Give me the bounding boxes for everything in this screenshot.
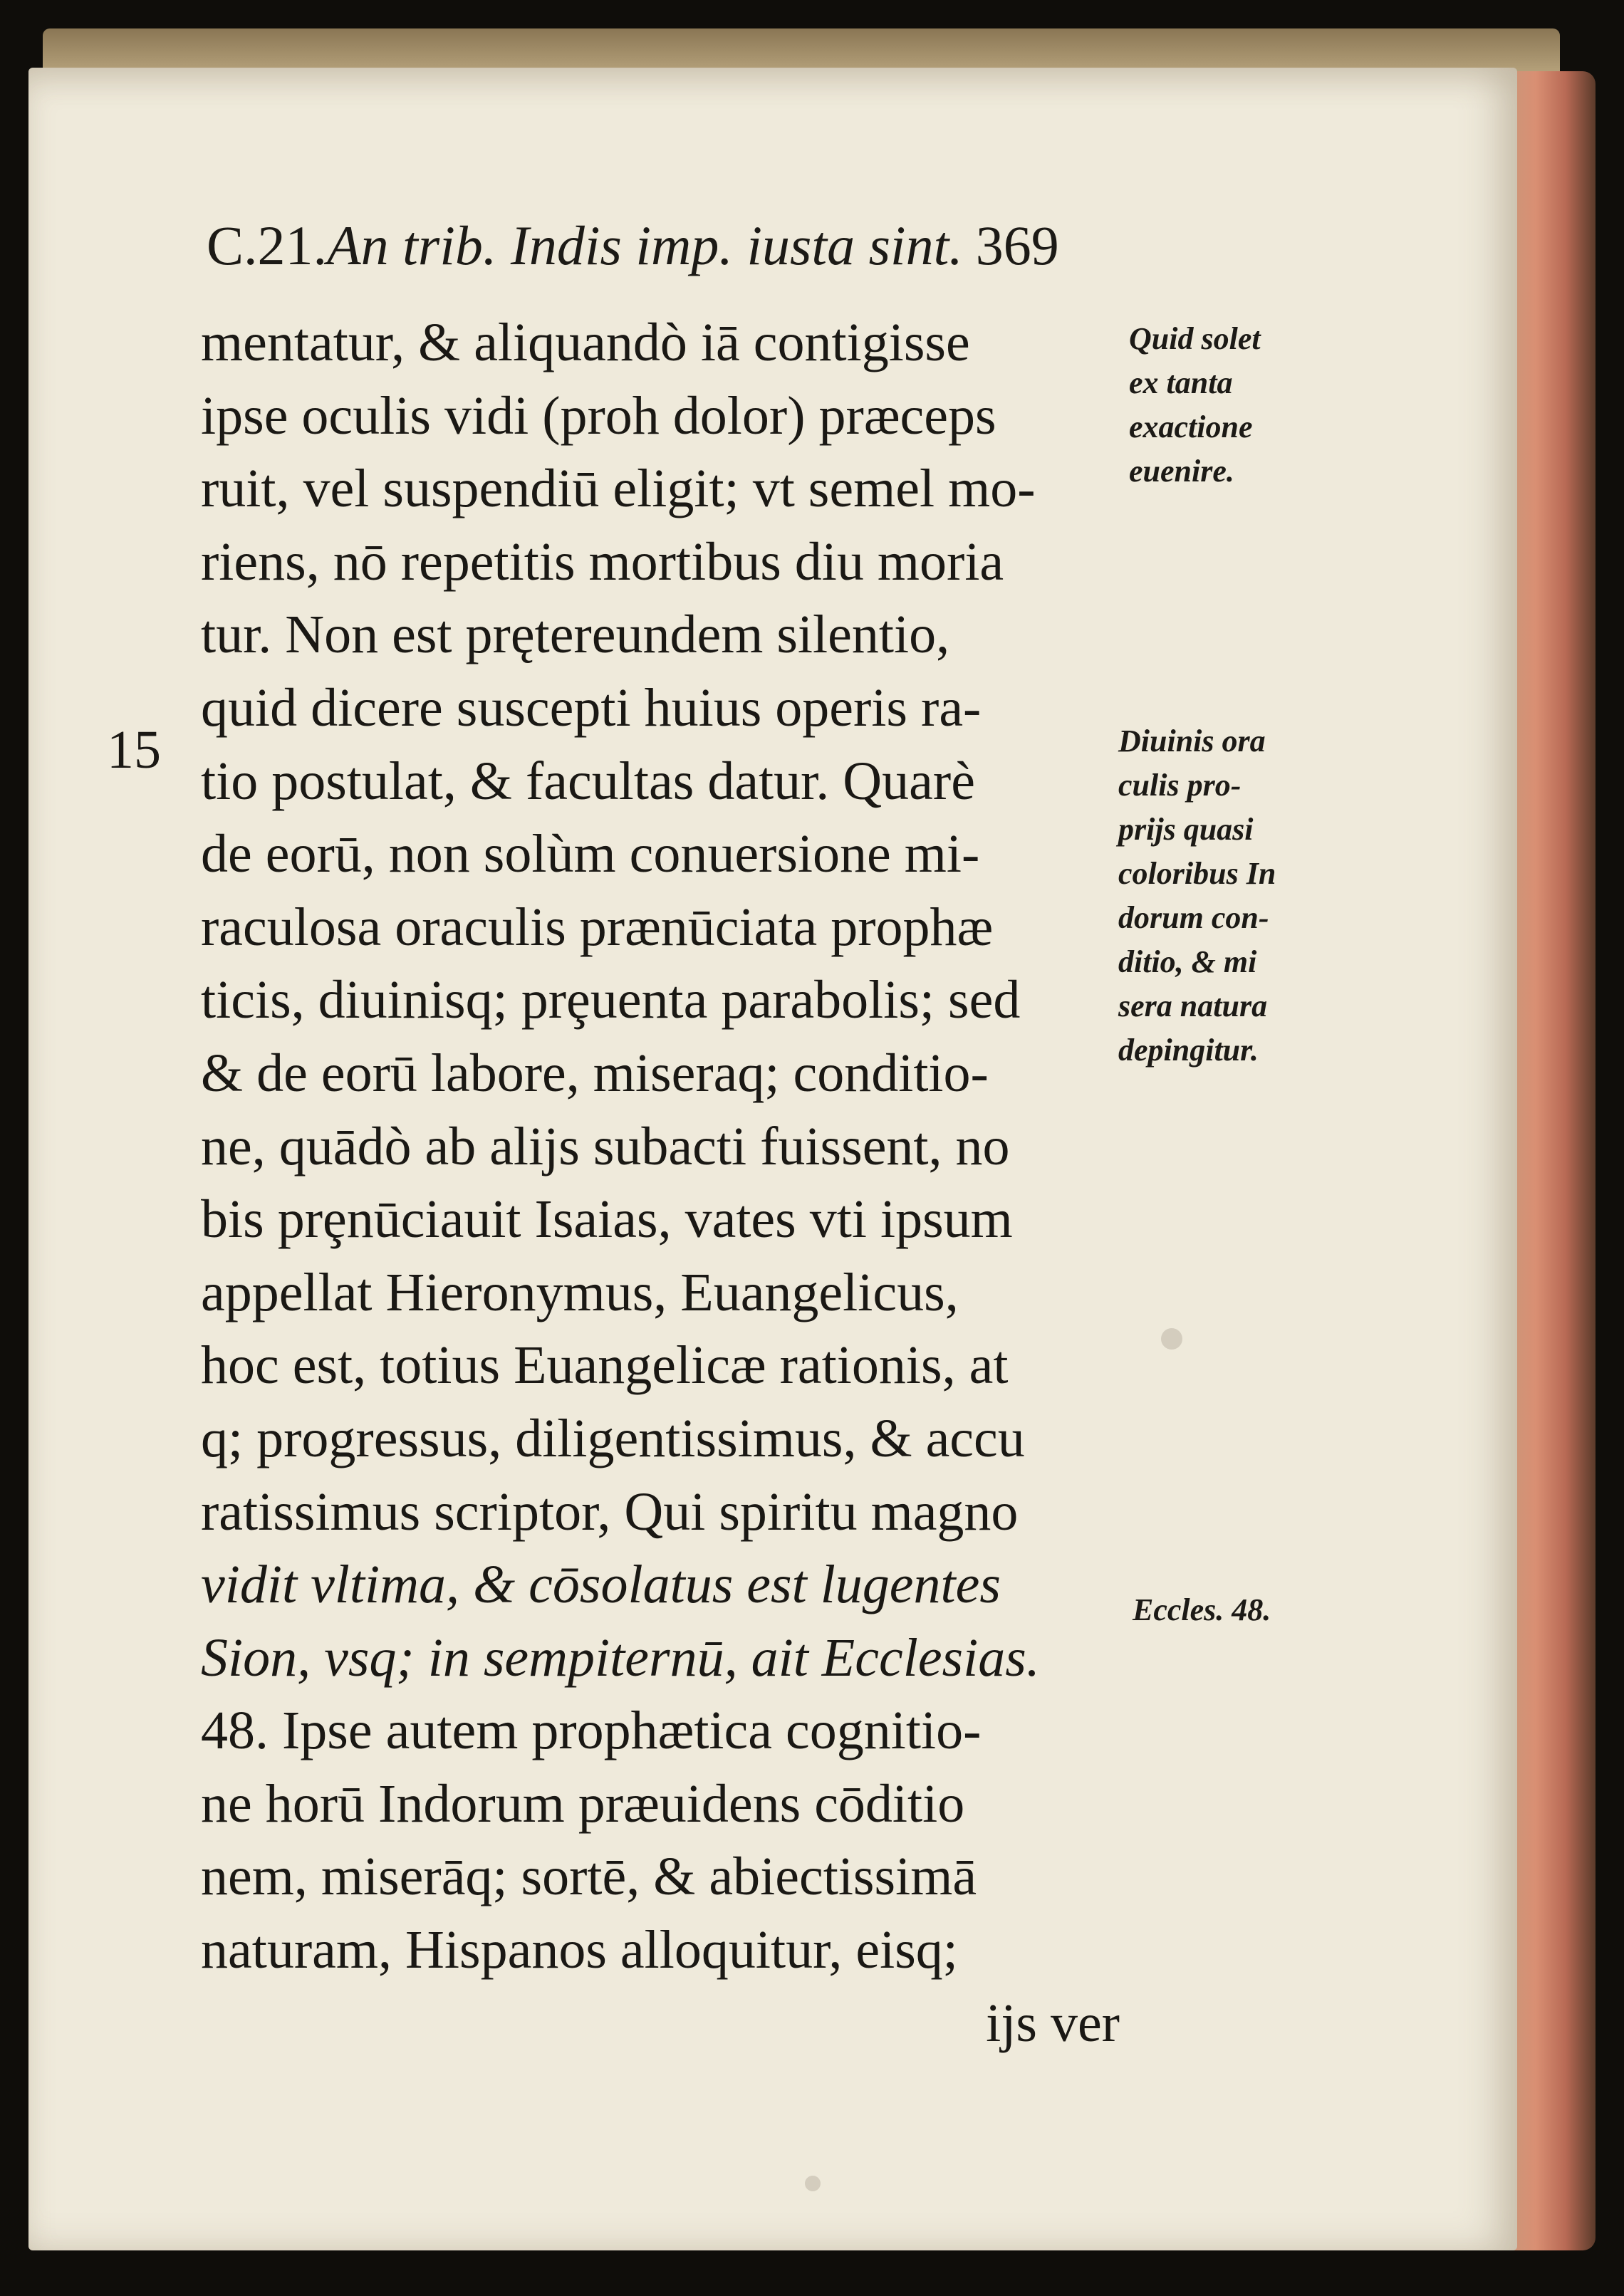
gloss-line: ditio, & mi [1118, 944, 1257, 979]
text-line: raculosa oraculis prænūciata prophæ [201, 897, 994, 957]
text-line: appellat Hieronymus, Euangelicus, [201, 1262, 959, 1322]
text-line: ne horū Indorum præuidens cōditio [201, 1773, 965, 1834]
running-title: An trib. Indis imp. iusta sint. [327, 214, 963, 276]
text-line: ratissimus scriptor, Qui spiritu magno [201, 1481, 1019, 1542]
text-line: bis prȩnūciauit Isaias, vates vti ipsum [201, 1189, 1013, 1250]
gloss-line: euenire. [1129, 454, 1234, 489]
gloss-line: culis pro- [1118, 768, 1242, 803]
marginal-gloss [1118, 719, 1332, 1073]
marginal-gloss [1133, 1588, 1346, 1632]
text-line: vidit vltima, & cōsolatus est lugentes [201, 1555, 1001, 1615]
text-line: Sion, vsq; in sempiternū, ait Ecclesias. [201, 1627, 1040, 1688]
text-line: 48. Ipse autem prophætica cognitio- [201, 1701, 982, 1761]
text-line: nem, miserāq; sortē, & abiectissimā [201, 1847, 977, 1907]
text-line: ticis, diuinisq; prȩuenta parabolis; sed [201, 970, 1021, 1030]
ink-smudge [1161, 1328, 1182, 1350]
gloss-line: Diuinis ora [1118, 724, 1266, 758]
gloss-line: Eccles. 48. [1133, 1592, 1271, 1627]
main-text-block [201, 306, 1120, 2060]
text-line: ruit, vel suspendiū eligit; vt semel mo- [201, 459, 1036, 519]
page-number: 369 [975, 214, 1059, 276]
gloss-line: dorum con- [1118, 900, 1269, 935]
text-line: & de eorū labore, miseraq; conditio- [201, 1043, 989, 1103]
running-head [207, 214, 1133, 278]
gloss-line: prijs quasi [1118, 812, 1254, 847]
text-line: hoc est, totius Euangelicæ rationis, at [201, 1335, 1009, 1396]
gloss-line: sera natura [1118, 988, 1268, 1023]
text-line: ipse oculis vidi (proh dolor) præceps [201, 385, 996, 446]
text-line: de eorū, non solùm conuersione mi- [201, 824, 980, 885]
text-line: mentatur, & aliquandò iā contigisse [201, 313, 970, 372]
text-line: tio postulat, & facultas datur. Quarè [201, 751, 975, 811]
text-line: q; progressus, diligentissimus, & accu [201, 1408, 1025, 1468]
line-number: 15 [107, 720, 161, 780]
gloss-line: coloribus In [1118, 856, 1276, 891]
text-line: tur. Non est prętereundem silentio, [201, 605, 950, 665]
gloss-line: exactione [1129, 409, 1253, 444]
text-line: riens, nō repetitis mortibus diu moria [201, 531, 1004, 592]
gloss-line: depingitur. [1118, 1033, 1259, 1068]
ink-smudge [805, 2176, 821, 2191]
catchword: ijs ver [986, 1993, 1120, 2053]
gloss-line: Quid solet [1129, 321, 1261, 356]
marginal-gloss [1129, 317, 1343, 494]
chapter-prefix: C.21. [207, 214, 328, 276]
gloss-line: ex tanta [1129, 365, 1233, 400]
text-line: quid dicere suscepti huius operis ra- [201, 677, 982, 738]
text-line: naturam, Hispanos alloquitur, eisq; [201, 1920, 958, 1981]
text-line: ne, quādò ab alijs subacti fuissent, no [201, 1116, 1010, 1176]
